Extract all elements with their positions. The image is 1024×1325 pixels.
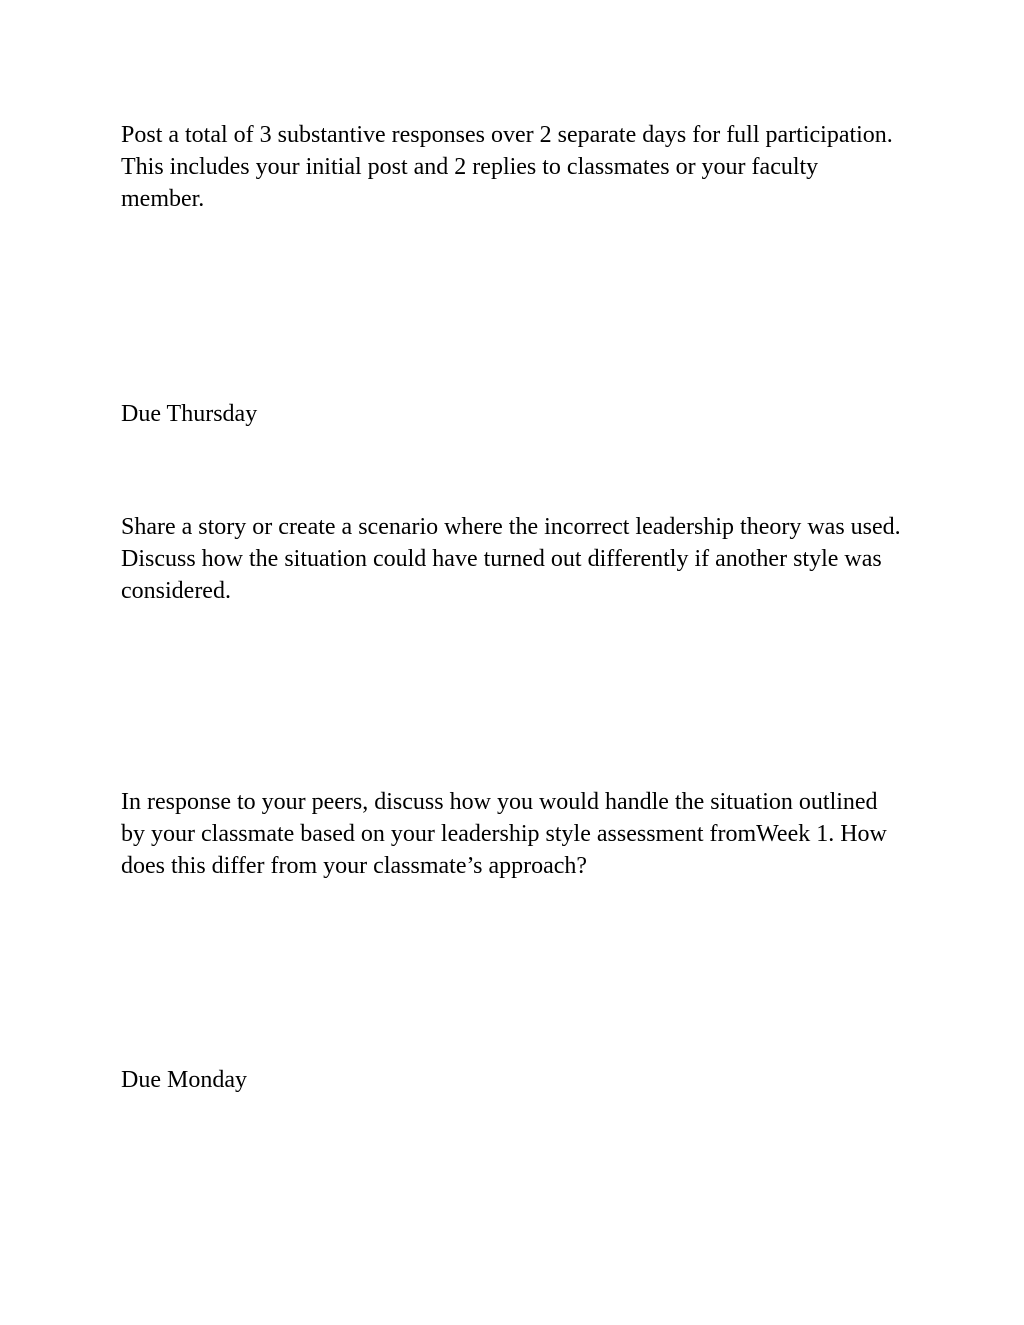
due-monday-label: Due Monday xyxy=(121,1067,247,1093)
participation-instructions: Post a total of 3 substantive responses over 2 separate days for full participation. This includes your initial post and 2 replies to classmates or your faculty member. xyxy=(121,122,893,212)
peer-response-prompt: In response to your peers, discuss how you would handle the situation outlined by your classmate based on your leadership style assessment fromWeek 1. How does this differ from your classmate’s approach? xyxy=(121,789,887,879)
initial-post-prompt: Share a story or create a scenario where the incorrect leadership theory was used. Discuss how the situation could have turned out differently if another style was considered. xyxy=(121,514,901,604)
due-thursday-label: Due Thursday xyxy=(121,401,258,427)
